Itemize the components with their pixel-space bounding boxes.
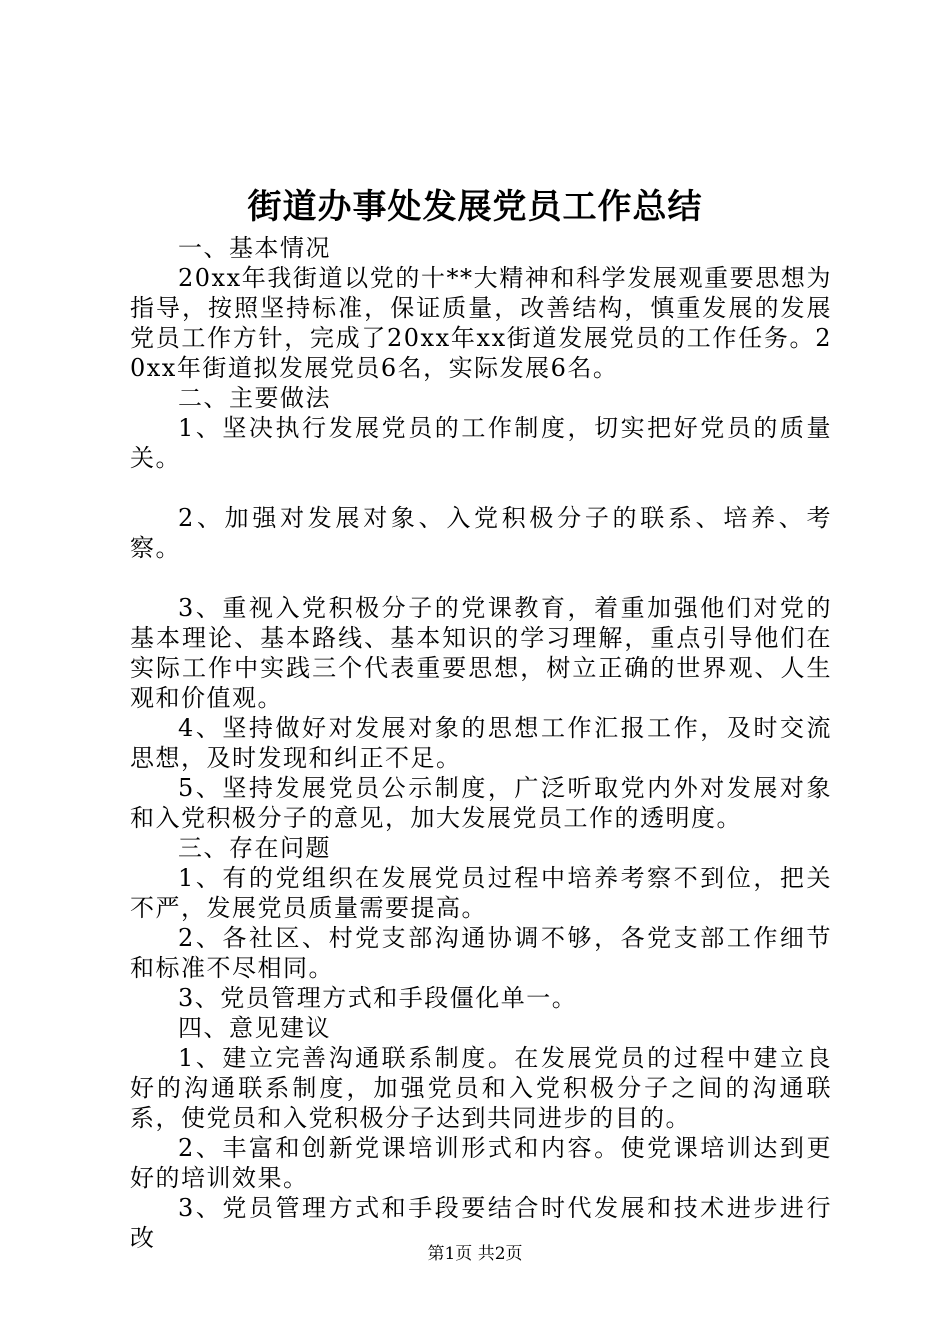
problem-item-2: 2、各社区、村党支部沟通协调不够，各党支部工作细节和标准不尽相同。: [130, 924, 832, 982]
paragraph-basic-situation: 20xx年我街道以党的十**大精神和科学发展观重要思想为指导，按照坚持标准，保证质量，改善结构，慎重发展的发展党员工作方针，完成了20xx年xx街道发展党员的工作任务。20xx年街道拟发展党员6名，实际发展6名。: [130, 264, 832, 382]
practice-item-2: 2、加强对发展对象、入党积极分子的联系、培养、考察。: [130, 504, 832, 562]
section-heading-basic-situation: 一、基本情况: [178, 234, 331, 262]
practice-item-3: 3、重视入党积极分子的党课教育，着重加强他们对党的基本理论、基本路线、基本知识的学习理解，重点引导他们在实际工作中实践三个代表重要思想，树立正确的世界观、人生观和价值观。: [130, 594, 832, 712]
practice-item-5: 5、坚持发展党员公示制度，广泛听取党内外对发展对象和入党积极分子的意见，加大发展党员工作的透明度。: [130, 774, 832, 832]
problem-item-1: 1、有的党组织在发展党员过程中培养考察不到位，把关不严，发展党员质量需要提高。: [130, 864, 832, 922]
page-footer: 第1页 共2页: [427, 1244, 523, 1264]
section-heading-main-practices: 二、主要做法: [178, 384, 331, 412]
problem-item-3: 3、党员管理方式和手段僵化单一。: [178, 984, 578, 1012]
suggestion-item-2: 2、丰富和创新党课培训形式和内容。使党课培训达到更好的培训效果。: [130, 1134, 832, 1192]
suggestion-item-3: 3、党员管理方式和手段要结合时代发展和技术进步进行改: [130, 1194, 832, 1252]
practice-item-4: 4、坚持做好对发展对象的思想工作汇报工作，及时交流思想，及时发现和纠正不足。: [130, 714, 832, 772]
practice-item-1: 1、坚决执行发展党员的工作制度，切实把好党员的质量关。: [130, 414, 832, 472]
document-body: [130, 233, 832, 1253]
section-heading-suggestions: 四、意见建议: [178, 1014, 331, 1042]
section-heading-existing-problems: 三、存在问题: [178, 834, 331, 862]
suggestion-item-1: 1、建立完善沟通联系制度。在发展党员的过程中建立良好的沟通联系制度，加强党员和入党积极分子之间的沟通联系，使党员和入党积极分子达到共同进步的目的。: [130, 1044, 832, 1132]
document-title: 街道办事处发展党员工作总结: [247, 187, 703, 227]
